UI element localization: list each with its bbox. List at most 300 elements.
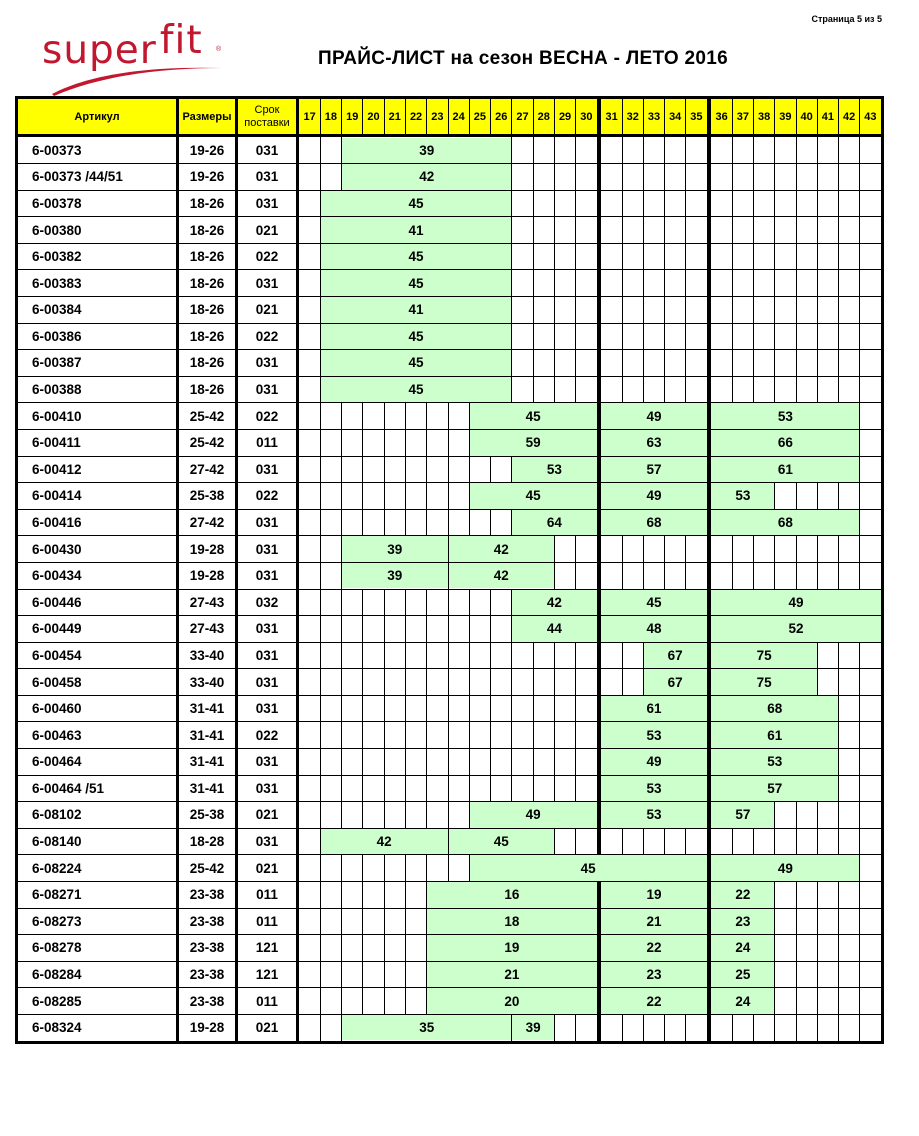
cell-divider <box>753 297 754 324</box>
cell-divider <box>796 881 797 908</box>
row-article: 6-08271 <box>32 887 82 903</box>
cell-divider <box>362 509 363 536</box>
cell-divider <box>448 669 449 696</box>
group-divider <box>597 190 601 217</box>
cell-divider <box>622 190 623 217</box>
cell-divider <box>533 297 534 324</box>
row-article: 6-00414 <box>32 488 82 504</box>
cell-divider <box>643 350 644 377</box>
header-size-35: 35 <box>686 98 707 136</box>
cell-divider <box>753 243 754 270</box>
cell-divider <box>796 297 797 324</box>
header-size-37: 37 <box>732 98 753 136</box>
cell-divider <box>753 376 754 403</box>
row-article: 6-00387 <box>32 355 82 371</box>
cell-divider <box>838 483 839 510</box>
segment-divider <box>511 509 512 536</box>
cell-divider <box>533 642 534 669</box>
cell-divider <box>859 775 860 802</box>
header-delivery-line1: Срок <box>254 104 280 116</box>
price-segment: 53 <box>711 483 775 509</box>
cell-divider <box>796 908 797 935</box>
price-segment: 24 <box>711 935 775 961</box>
group-divider <box>597 456 601 483</box>
cell-divider <box>426 642 427 669</box>
cell-divider <box>490 642 491 669</box>
cell-divider <box>448 722 449 749</box>
cell-divider <box>859 802 860 829</box>
cell-divider <box>320 722 321 749</box>
price-segment: 53 <box>601 802 707 828</box>
cell-divider <box>384 855 385 882</box>
header-size-29: 29 <box>554 98 575 136</box>
header-size-41: 41 <box>817 98 838 136</box>
row-sizes: 31-41 <box>189 780 225 796</box>
segment-divider <box>511 270 512 297</box>
cell-divider <box>533 164 534 191</box>
cell-divider <box>753 217 754 244</box>
segment-divider <box>320 297 321 324</box>
row-delivery: 022 <box>255 249 279 265</box>
cell-divider <box>622 642 623 669</box>
group-divider <box>707 616 711 643</box>
row-delivery: 031 <box>255 355 279 371</box>
cell-divider <box>753 164 754 191</box>
cell-divider <box>732 562 733 589</box>
cell-divider <box>685 376 686 403</box>
header-delivery-line2: поставки <box>244 117 290 129</box>
cell-divider <box>426 589 427 616</box>
cell-divider <box>384 589 385 616</box>
cell-divider <box>511 642 512 669</box>
group-divider <box>707 988 711 1015</box>
cell-divider <box>448 642 449 669</box>
cell-divider <box>838 376 839 403</box>
price-segment: 22 <box>601 935 707 961</box>
header-size-17: 17 <box>299 98 320 136</box>
group-divider <box>707 483 711 510</box>
cell-divider <box>796 270 797 297</box>
row-article: 6-08278 <box>32 940 82 956</box>
header-divider <box>511 96 512 137</box>
cell-divider <box>490 695 491 722</box>
cell-divider <box>838 562 839 589</box>
cell-divider <box>796 217 797 244</box>
header-divider <box>622 96 623 137</box>
cell-divider <box>448 456 449 483</box>
row-article: 6-08284 <box>32 967 82 983</box>
cell-divider <box>533 350 534 377</box>
header-size-25: 25 <box>469 98 490 136</box>
cell-divider <box>405 509 406 536</box>
cell-divider <box>859 270 860 297</box>
cell-divider <box>732 323 733 350</box>
segment-divider <box>426 935 427 962</box>
cell-divider <box>643 164 644 191</box>
cell-divider <box>774 164 775 191</box>
segment-divider <box>341 164 342 191</box>
segment-divider <box>320 190 321 217</box>
cell-divider <box>664 164 665 191</box>
cell-divider <box>817 908 818 935</box>
cell-divider <box>362 695 363 722</box>
price-segment: 19 <box>601 882 707 908</box>
cell-divider <box>341 749 342 776</box>
row-delivery: 031 <box>255 275 279 291</box>
price-segment: 45 <box>320 350 512 376</box>
cell-divider <box>643 190 644 217</box>
cell-divider <box>859 749 860 776</box>
cell-divider <box>341 961 342 988</box>
cell-divider <box>643 137 644 164</box>
cell-divider <box>554 297 555 324</box>
header-size-40: 40 <box>796 98 817 136</box>
segment-divider <box>554 1014 555 1041</box>
cell-divider <box>575 190 576 217</box>
price-segment: 61 <box>711 722 839 748</box>
cell-divider <box>554 376 555 403</box>
price-segment: 61 <box>711 457 860 483</box>
price-segment: 68 <box>601 510 707 536</box>
price-segment: 45 <box>320 244 512 270</box>
segment-divider <box>859 403 860 430</box>
group-divider <box>707 270 711 297</box>
row-delivery: 022 <box>255 328 279 344</box>
cell-divider <box>362 589 363 616</box>
cell-divider <box>490 749 491 776</box>
price-segment: 49 <box>601 749 707 775</box>
cell-divider <box>622 297 623 324</box>
group-divider <box>597 270 601 297</box>
cell-divider <box>859 695 860 722</box>
cell-divider <box>554 217 555 244</box>
cell-divider <box>384 988 385 1015</box>
row-delivery: 011 <box>256 913 278 929</box>
cell-divider <box>554 722 555 749</box>
group-divider <box>597 562 601 589</box>
cell-divider <box>533 137 534 164</box>
cell-divider <box>341 935 342 962</box>
row-article: 6-08273 <box>32 913 82 929</box>
cell-divider <box>341 775 342 802</box>
price-segment: 53 <box>601 776 707 802</box>
row-sizes: 31-41 <box>189 701 225 717</box>
header-divider <box>732 96 733 137</box>
row-article: 6-00458 <box>32 674 82 690</box>
cell-divider <box>817 935 818 962</box>
row-article: 6-08324 <box>32 1020 82 1036</box>
cell-divider <box>341 908 342 935</box>
price-segment: 49 <box>711 590 881 616</box>
cell-divider <box>448 802 449 829</box>
segment-divider <box>426 988 427 1015</box>
cell-divider <box>643 243 644 270</box>
cell-divider <box>469 456 470 483</box>
cell-divider <box>320 616 321 643</box>
cell-divider <box>732 164 733 191</box>
header-size-38: 38 <box>754 98 775 136</box>
cell-divider <box>384 456 385 483</box>
group-divider <box>597 323 601 350</box>
row-delivery: 031 <box>255 568 279 584</box>
col-divider <box>296 96 299 1044</box>
header-divider <box>341 96 342 137</box>
row-article: 6-00410 <box>32 408 82 424</box>
cell-divider <box>533 190 534 217</box>
registered-mark: ® <box>216 46 222 53</box>
header-size-26: 26 <box>491 98 512 136</box>
cell-divider <box>341 483 342 510</box>
cell-divider <box>320 642 321 669</box>
price-segment: 41 <box>320 217 512 243</box>
cell-divider <box>320 1014 321 1041</box>
row-delivery: 121 <box>255 967 279 983</box>
price-segment: 22 <box>711 882 775 908</box>
row-sizes: 31-41 <box>189 754 225 770</box>
header-divider <box>859 96 860 137</box>
row-sizes: 27-43 <box>189 621 225 637</box>
segment-divider <box>320 323 321 350</box>
group-divider <box>597 509 601 536</box>
header-size-42: 42 <box>839 98 860 136</box>
price-segment: 45 <box>320 191 512 217</box>
cell-divider <box>732 217 733 244</box>
cell-divider <box>859 483 860 510</box>
group-divider <box>707 562 711 589</box>
header-divider <box>426 96 427 137</box>
group-divider <box>597 935 601 962</box>
cell-divider <box>362 616 363 643</box>
cell-divider <box>405 775 406 802</box>
cell-divider <box>341 456 342 483</box>
cell-divider <box>554 164 555 191</box>
cell-divider <box>774 190 775 217</box>
cell-divider <box>732 297 733 324</box>
header-divider <box>469 96 470 137</box>
price-segment: 23 <box>711 909 775 935</box>
group-divider <box>597 722 601 749</box>
cell-divider <box>384 669 385 696</box>
group-divider <box>597 802 601 829</box>
group-divider <box>597 376 601 403</box>
header-divider <box>664 96 665 137</box>
cell-divider <box>320 988 321 1015</box>
cell-divider <box>448 616 449 643</box>
row-delivery: 031 <box>255 780 279 796</box>
row-sizes: 25-38 <box>189 807 225 823</box>
cell-divider <box>533 775 534 802</box>
cell-divider <box>575 695 576 722</box>
row-article: 6-00434 <box>32 568 82 584</box>
cell-divider <box>575 642 576 669</box>
group-divider <box>597 695 601 722</box>
row-delivery: 011 <box>256 435 278 451</box>
cell-divider <box>859 217 860 244</box>
cell-divider <box>362 429 363 456</box>
header-divider <box>774 96 775 137</box>
segment-divider <box>448 536 449 563</box>
price-segment: 49 <box>601 483 707 509</box>
row-sizes: 18-26 <box>189 222 225 238</box>
row-delivery: 031 <box>255 382 279 398</box>
row-sizes: 27-43 <box>189 594 225 610</box>
cell-divider <box>753 137 754 164</box>
cell-divider <box>426 669 427 696</box>
cell-divider <box>341 589 342 616</box>
cell-divider <box>554 323 555 350</box>
cell-divider <box>490 616 491 643</box>
segment-divider <box>643 669 644 696</box>
cell-divider <box>796 988 797 1015</box>
group-divider <box>707 642 711 669</box>
group-divider <box>707 881 711 908</box>
cell-divider <box>685 137 686 164</box>
cell-divider <box>384 616 385 643</box>
group-divider <box>597 988 601 1015</box>
cell-divider <box>575 722 576 749</box>
cell-divider <box>796 376 797 403</box>
col-divider <box>176 96 179 1044</box>
cell-divider <box>320 695 321 722</box>
page-title: ПРАЙС-ЛИСТ на сезон ВЕСНА - ЛЕТО 2016 <box>318 48 728 69</box>
segment-divider <box>554 828 555 855</box>
cell-divider <box>732 137 733 164</box>
page-number-label: Страница 5 из 5 <box>811 14 882 24</box>
group-divider <box>707 775 711 802</box>
cell-divider <box>575 562 576 589</box>
header-size-27: 27 <box>512 98 533 136</box>
cell-divider <box>554 190 555 217</box>
cell-divider <box>341 429 342 456</box>
price-segment: 39 <box>342 563 448 589</box>
group-divider <box>707 323 711 350</box>
cell-divider <box>320 908 321 935</box>
row-sizes: 19-26 <box>189 142 225 158</box>
row-delivery: 031 <box>255 541 279 557</box>
cell-divider <box>341 669 342 696</box>
cell-divider <box>426 509 427 536</box>
cell-divider <box>859 137 860 164</box>
cell-divider <box>426 749 427 776</box>
cell-divider <box>575 376 576 403</box>
row-delivery: 022 <box>255 727 279 743</box>
row-delivery: 021 <box>255 1020 279 1036</box>
cell-divider <box>817 828 818 855</box>
cell-divider <box>384 695 385 722</box>
cell-divider <box>817 483 818 510</box>
cell-divider <box>685 323 686 350</box>
segment-divider <box>774 988 775 1015</box>
group-divider <box>597 137 601 164</box>
row-sizes: 18-26 <box>189 382 225 398</box>
cell-divider <box>622 562 623 589</box>
cell-divider <box>362 935 363 962</box>
group-divider <box>707 828 711 855</box>
group-divider <box>707 855 711 882</box>
row-delivery: 021 <box>255 807 279 823</box>
cell-divider <box>554 695 555 722</box>
segment-divider <box>320 243 321 270</box>
price-segment: 53 <box>512 457 597 483</box>
group-divider <box>597 297 601 324</box>
segment-divider <box>341 137 342 164</box>
cell-divider <box>426 403 427 430</box>
row-sizes: 27-42 <box>189 461 225 477</box>
cell-divider <box>362 669 363 696</box>
cell-divider <box>469 722 470 749</box>
cell-divider <box>320 562 321 589</box>
cell-divider <box>448 483 449 510</box>
group-divider <box>597 828 601 855</box>
header-size-31: 31 <box>601 98 622 136</box>
cell-divider <box>859 190 860 217</box>
cell-divider <box>796 935 797 962</box>
cell-divider <box>685 828 686 855</box>
table-border-top <box>15 96 884 99</box>
row-article: 6-00380 <box>32 222 82 238</box>
cell-divider <box>575 323 576 350</box>
group-divider <box>597 164 601 191</box>
header-size-19: 19 <box>342 98 363 136</box>
row-sizes: 18-26 <box>189 355 225 371</box>
header-size-36: 36 <box>711 98 732 136</box>
cell-divider <box>838 536 839 563</box>
price-segment: 67 <box>643 669 707 695</box>
price-segment: 49 <box>601 403 707 429</box>
segment-divider <box>511 376 512 403</box>
segment-divider <box>511 616 512 643</box>
cell-divider <box>533 323 534 350</box>
cell-divider <box>511 722 512 749</box>
cell-divider <box>774 217 775 244</box>
cell-divider <box>405 456 406 483</box>
cell-divider <box>817 376 818 403</box>
group-divider <box>707 935 711 962</box>
cell-divider <box>796 562 797 589</box>
cell-divider <box>426 802 427 829</box>
row-delivery: 021 <box>255 860 279 876</box>
cell-divider <box>796 243 797 270</box>
cell-divider <box>774 350 775 377</box>
row-delivery: 011 <box>256 887 278 903</box>
row-article: 6-00446 <box>32 594 82 610</box>
segment-divider <box>341 536 342 563</box>
group-divider <box>597 881 601 908</box>
segment-divider <box>511 456 512 483</box>
cell-divider <box>575 669 576 696</box>
group-divider <box>707 96 711 137</box>
row-article: 6-00384 <box>32 302 82 318</box>
cell-divider <box>554 350 555 377</box>
row-article: 6-00430 <box>32 541 82 557</box>
cell-divider <box>774 1014 775 1041</box>
segment-divider <box>469 855 470 882</box>
cell-divider <box>859 908 860 935</box>
cell-divider <box>859 536 860 563</box>
price-segment: 68 <box>711 510 860 536</box>
cell-divider <box>426 483 427 510</box>
group-divider <box>597 96 601 137</box>
cell-divider <box>859 722 860 749</box>
segment-divider <box>469 483 470 510</box>
cell-divider <box>320 881 321 908</box>
price-segment: 45 <box>320 270 512 296</box>
cell-divider <box>320 483 321 510</box>
cell-divider <box>320 855 321 882</box>
row-delivery: 031 <box>255 834 279 850</box>
cell-divider <box>774 536 775 563</box>
cell-divider <box>490 509 491 536</box>
